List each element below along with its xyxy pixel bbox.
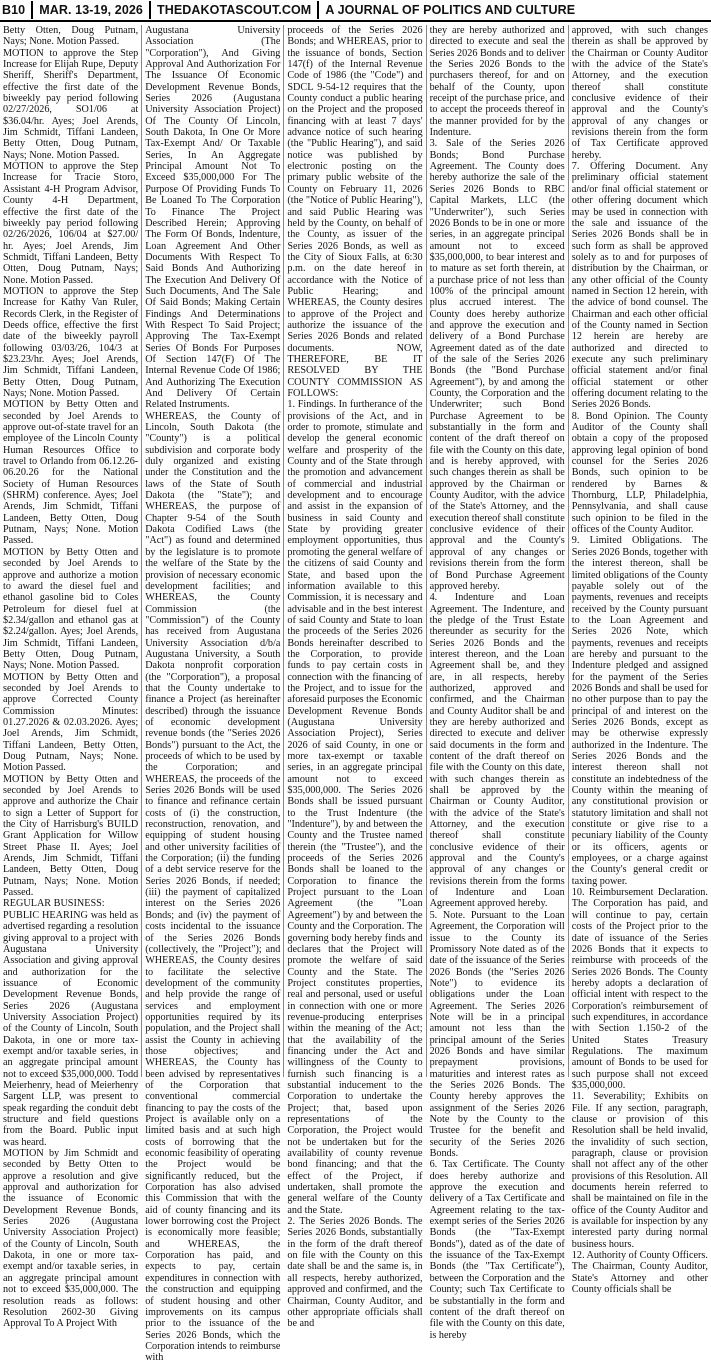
paragraph: WHEREAS, the County of Lincoln, South Dakota (the "County") is a political subdivision and corporate body duly organized and existing under the Constitution and the laws of the State of South Dakota (the "State"); and WHEREAS, the purpose of Chapter 9-54 of the South Dakota Codified Laws (the "Act") as found and determined by the legislature is to promote the welfare of the State by the provision of necessary economic development facilities; and WHEREAS, the County Commission (the "Commission") of the County has received from Augustana University Association d/b/a Augustana University, a South Dakota nonprofit corporation (the "Corporation"), a proposal that the County undertake to finance a Project (as hereinafter described) through the issuance of economic development revenue bonds (the "Series 2026 Bonds") pursuant to the Act, the proceeds of which to be used by the Corporation; and WHEREAS, the proceeds of the Series 2026 Bonds will be used to finance and refinance certain costs of (i) the construction, reconstruction, renovation, and equipping of student housing and other university facilities of the Corporation; (ii) the funding of a debt service reserve for the Series 2026 Bonds, if needed; (iii) the payment of capitalized interest on the Series 2026 Bonds; and (iv) the payment of costs incidental to the issuance of the Series 2026 Bonds (collectively, the "Project"); and WHEREAS, the County desires to facilitate the selective development of the community and help provide the range of services and employment opportunities required by its population, and the Project shall assist the County in achieving those objectives; and WHEREAS, the County has been advised by representatives of the Corporation that conventional commercial financing to pay the costs of the Project is available only on a limited basis and at such high costs of borrowing that the economic feasibility of operating the Project would be significantly reduced, but the Corporation has also advised this Commission that with the aid of county financing and its lower borrowing cost the Project is economically more feasible; and WHEREAS, the Corporation has paid, and expects to pay, certain expenditures in connection with the construction and equipping of student housing and other improvements on its campus prior to the issuance of the Series 2026 Bonds, which the Corporation intends to reimburse with <box>145 410 281 1364</box>
paragraph: PUBLIC HEARING was held as advertised regarding a resolution giving approval to a project with Augustana University Association and giving approval and authorization for the issuance of Economic Development Revenue Bonds, Series 2026 (Augustana University Association Project) of the County of Lincoln, South Dakota, in one or more tax-exempt and/or taxable series, in an aggregate principal amount not to exceed $35,000,000. Todd Meierhenry, head of Meierhenry Sargent LLP, was present to speak regarding the conduit debt structure and field questions from the Board. Public input was heard. <box>3 909 139 1148</box>
column-5 <box>569 25 711 1296</box>
page-number: B10 <box>0 1 33 19</box>
paragraph: 7. Offering Document. Any preliminary official statement and/or final official statement or other offering document which may be used in connection with the sale and issuance of the Series 2026 Bonds shall be in such form as shall be approved solely as to and for purposes of distribution by the Chairman, or any other official of the County named in Section 12 herein, with the advice of bond counsel. The Chairman and each other official of the County named in Section 12 herein are hereby are authorized and directed to execute any such preliminary official statement and/or final official statement or other offering document relating to the Series 2026 Bonds. <box>571 161 708 411</box>
tagline: A JOURNAL OF POLITICS AND CULTURE <box>325 3 576 17</box>
paragraph: MOTION to approve the Step Increase for Elijah Rupe, Deputy Sheriff, Sheriff's Department, effective the first date of the biweekly pay period following 02/27/2026, SO1/06 at $36.04/hr. Ayes; Joel Arends, Jim Schmidt, Tiffani Landeen, Betty Otten, Doug Putnam, Nays; None. Motion Passed. <box>3 47 139 161</box>
column-2 <box>142 25 284 1364</box>
paragraph: MOTION by Betty Otten and seconded by Joel Arends to approve out-of-state travel for an employee of the Lincoln County Human Resources Office to travel to Orlando from 06.12.26-06.20.26 for the National Society of Human Resources (SHRM) conference. Ayes; Joel Arends, Jim Schmidt, Tiffani Landeen, Betty Otten, Doug Putnam, Nays; None. Motion Passed. <box>3 399 139 547</box>
paragraph: MOTION by Betty Otten and seconded by Joel Arends to approve and authorize a motion to award the diesel fuel and ethanol gasoline bid to Coles Petroleum for diesel fuel at $2.34/gallon and ethanol gas at $2.24/gallon. Ayes; Joel Arends, Jim Schmidt, Tiffani Landeen, Betty Otten, Doug Putnam, Nays; None. Motion Passed. <box>3 546 139 672</box>
paragraph: 1. Findings. In furtherance of the provisions of the Act, and in order to promote, stimulate and develop the general economic welfare and prosperity of the County and of the State through the promotion and advancement of commercial and industrial development and to encourage and assist in the expansion of business in said County and State by providing greater employment opportunities, thus promoting the general welfare of the citizens of said County and State, and based upon the information available to this Commission, it is necessary and advisable and in the best interest of said County and State to loan the proceeds of the Series 2026 Bonds hereinafter described to the Corporation, to provide funds to pay certain costs in connection with the financing of the Project, and to issue for the aforesaid purposes the Economic Development Revenue Bonds (Augustana University Association Project), Series 2026 of said County, in one or more tax-exempt or taxable series, in an aggregate principal amount not to exceed $35,000,000. The Series 2026 Bonds shall be issued pursuant to the Trust Indenture (the "Indenture"), by and between the County and the Trustee named therein (the "Trustee"), and the proceeds of the Series 2026 Bonds shall be loaned to the Corporation to finance the Project pursuant to the Loan Agreement (the "Loan Agreement") by and between the County and the Corporation. The governing body hereby finds and declares that the Project will promote the welfare of said County and the State. The Project constitutes properties, real and personal, used or useful in connection with one or more revenue-producing enterprises within the meaning of the Act; that the availability of the financing under the Act and willingness of the County to furnish such financing is a substantial inducement to the Corporation to undertake the Project; that, based upon representations of the Corporation, the Project would not be undertaken but for the availability of county revenue bond financing; and that the effect of the Project, if undertaken, shall promote the general welfare of the County and the State. <box>287 399 423 1216</box>
paragraph: 9. Limited Obligations. The Series 2026 Bonds, together with the interest thereon, shall be limited obligations of the County payable solely out of the payments, revenues and receipts received by the County pursuant to the Loan Agreement and Series 2026 Note, which payments, revenues and receipts are hereby and pursuant to the Indenture pledged and assigned for the payment of the Series 2026 Bonds and shall be used for no other purpose than to pay the principal of and interest on the Series 2026 Bonds, except as may be otherwise expressly authorized in the Indenture. The Series 2026 Bonds and the interest thereon shall not constitute an indebtedness of the County within the meaning of any constitutional provision or statutory limitation and shall not constitute or give rise to a pecuniary liability of the County or its officers, agents or employees, or a charge against the County's general credit or taxing power. <box>571 535 708 887</box>
paragraph: REGULAR BUSINESS: <box>3 898 105 910</box>
column-1 <box>0 25 142 1330</box>
paragraph: 6. Tax Certificate. The County does hereby authorize and approve the execution and delivery of a Tax Certificate and Agreement relating to the tax-exempt series of the Series 2026 Bonds (the "Tax-Exempt Bonds"), dated as of the date of the issuance of the Tax-Exempt Bonds (the "Tax Certificate"), between the Corporation and the County; such Tax Certificate to be substantially in the form and content of the draft thereof on file with the County on this date, is hereby <box>429 1159 565 1341</box>
paragraph: 11. Severability; Exhibits on File. If any section, paragraph, clause or provision of this Resolution shall be held invalid, the invalidity of such section, paragraph, clause or provision shall not affect any of the other provisions of this Resolution. All documents herein referred to shall be maintained on file in the office of the County Auditor and is available for inspection by any interested party during normal business hours. <box>571 1091 708 1250</box>
column-3 <box>284 25 426 1330</box>
paragraph: MOTION by Betty Otten and seconded by Joel Arends to approve and authorize the Chair to sign a Letter of Support for the City of Harrisburg's BUILD Grant Application for Willow Street Phase II. Ayes; Joel Arends, Jim Schmidt, Tiffani Landeen, Betty Otten, Doug Putnam, Nays; None. Motion Passed. <box>3 773 139 899</box>
masthead <box>0 0 711 22</box>
article-columns <box>0 25 711 1364</box>
paragraph: MOTION to approve the Step Increase for Tracie Storo, Assistant 4-H Program Advisor, County 4-H Department, effective the first date of the biweekly pay period following 02/26/2026, 106/04 at $27.00/ hr. Ayes; Joel Arends, Jim Schmidt, Tiffani Landeen, Betty Otten, Doug Putnam, Nays; None. Motion Passed. <box>3 161 139 286</box>
paragraph: 8. Bond Opinion. The County Auditor of the County shall obtain a copy of the proposed approving legal opinion of bond counsel for the Series 2026 Bonds, such opinion to be rendered by Barnes & Thornburg, LLP, Philadelphia, Pennsylvania, and shall cause such opinion to be filed in the offices of the County Auditor. <box>571 410 708 536</box>
paragraph: approved, with such changes therein as shall be approved by the Chairman or County Auditor with the advice of the State's Attorney, and the execution thereof shall constitute conclusive evidence of their approval and the County's approval of any changes or revisions therein from the form of Tax Certificate approved hereby. <box>571 25 708 161</box>
paragraph: 2. The Series 2026 Bonds. The Series 2026 Bonds, substantially in the form of the draft thereof on file with the County on this date shall be and the same is, in all respects, hereby authorized, approved and confirmed, and the Chairman, County Auditor, and other appropriate officials shall be and <box>287 1216 423 1330</box>
paragraph: 12. Authority of County Officers. The Chairman, County Auditor, State's Attorney and other County officials shall be <box>571 1250 708 1296</box>
paragraph: 5. Note. Pursuant to the Loan Agreement, the Corporation will issue to the County its Promissory Note dated as of the date of the issuance of the Series 2026 Bonds (the "Series 2026 Note") to evidence its obligations under the Loan Agreement. The Series 2026 Note will be in a principal amount not less than the principal amount of the Series 2026 Bonds and have similar prepayment provisions, maturities and interest rates as the Series 2026 Bonds. The County hereby approves the assignment of the Series 2026 Note by the County to the Trustee for the benefit and security of the Series 2026 Bonds. <box>429 909 565 1160</box>
column-4 <box>427 25 569 1341</box>
paragraph: 4. Indenture and Loan Agreement. The Indenture, and the pledge of the Trust Estate thereunder as security for the Series 2026 Bonds and the interest thereon, and the Loan Agreement shall be, and they are, in all respects, hereby authorized, approved and confirmed, and the Chairman and County Auditor shall be and they are hereby authorized and directed to execute and deliver said documents in the form and content of the draft thereof on file with the County on this date, with such changes therein as shall be approved by the Chairman or County Auditor, with the advice of the State's Attorney, and the execution thereof shall constitute conclusive evidence of their approval and the County's approval of any changes or revisions therein from the forms of Indenture and Loan Agreement approved hereby. <box>429 592 565 910</box>
paragraph: MOTION to approve the Step Increase for Kathy Van Ruler, Records Clerk, in the Register of Deeds office, effective the first date of the biweekly payroll following 03/03/26, 104/3 at $23.23/hr. Ayes; Joel Arends, Jim Schmidt, Tiffani Landeen, Betty Otten, Doug Putnam, Nays; None. Motion Passed. <box>3 285 139 399</box>
paragraph: 3. Sale of the Series 2026 Bonds; Bond Purchase Agreement. The County does hereby authorize the sale of the Series 2026 Bonds to RBC Capital Markets, LLC (the "Underwriter"), such Series 2026 Bonds to be in one or more series, in an aggregate principal amount not to exceed $35,000,000, to bear interest and to mature as set forth therein, at a purchase price of not less than 100% of the principal amount plus accrued interest. The County does hereby authorize and approve the execution and delivery of a Bond Purchase Agreement dated as of the date of the sale of the Series 2026 Bonds (the "Bond Purchase Agreement"), by and among the County, the Corporation and the Underwriter; such Bond Purchase Agreement to be substantially in the form and content of the draft thereof on file with the County on this date, and is hereby approved, with such changes therein as shall be approved by the Chairman or County Auditor, with the advice of the State's Attorney, and the execution thereof shall constitute conclusive evidence of their approval and the County's approval of any changes or revisions therein from the form of Bond Purchase Agreement approved hereby. <box>429 138 565 592</box>
paragraph: Betty Otten, Doug Putnam, Nays; None. Motion Passed. <box>3 25 139 48</box>
issue-date: MAR. 13-19, 2026 <box>33 1 151 19</box>
paragraph: they are hereby authorized and directed to execute and seal the Series 2026 Bonds and to deliver the Series 2026 Bonds to the purchasers thereof, for and on behalf of the County, upon receipt of the purchase price, and to accept the proceeds thereof in the manner provided for by the Indenture. <box>429 25 565 139</box>
paragraph: MOTION by Jim Schmidt and seconded by Betty Otten to approve a resolution and give approval and authorization for the issuance of Economic Development Revenue Bonds, Series 2026 (Augustana University Association Project) of the County of Lincoln, South Dakota, in one or more tax-exempt and/or taxable series, in an aggregate principal amount not to exceed $35,000,000. The resolution reads as follows: Resolution 2602-30 Giving Approval To A Project With <box>3 1148 139 1330</box>
paragraph: Augustana University Association (The "Corporation"), And Giving Approval And Authorization For The Issuance Of Economic Development Revenue Bonds, Series 2026 (Augustana University Association Project) Of The County Of Lincoln, South Dakota, In One Or More Tax-Exempt And/ Or Taxable Series, In An Aggregate Principal Amount Not To Exceed $35,000,000 For The Purpose Of Providing Funds To Be Loaned To The Corporation To Finance The Project Described Herein; Approving The Form Of Bonds, Indenture, Loan Agreement And Other Documents With Respect To Said Bonds And Authorizing The Execution And Delivery Of Such Documents, And The Sale Of Said Bonds; Making Certain Findings And Determinations With Respect To Said Project; Approving The Tax-Exempt Series Of Bonds For Purposes Of Section 147(F) Of The Internal Revenue Code Of 1986; And Authorizing The Execution And Delivery Of Certain Related Instruments. <box>145 25 281 411</box>
paragraph: proceeds of the Series 2026 Bonds; and WHEREAS, prior to the issuance of bonds, Section 147(f) of the Internal Revenue Code of 1986 (the "Code") and SDCL 9-54-12 requires that the County conduct a public hearing on the Project and the proposed financing with at least 7 days' advance notice of such hearing (the "Public Hearing"), and said notice was published by electronic posting on the primary public website of the County on February 11, 2026 (the "Notice of Public Hearing"), and said Public Hearing was held by the County, on behalf of the County, as issuer of the Series 2026 Bonds, as well as the City of Sioux Falls, at 6:30 p.m. on the date hereof in accordance with the Notice of Public Hearing; and WHEREAS, the County desires to approve of the Project and authorize the issuance of the Series 2026 Bonds and related documents. NOW, THEREFORE, BE IT RESOLVED BY THE COUNTY COMMISSION AS FOLLOWS: <box>287 25 423 399</box>
paragraph: MOTION by Betty Otten and seconded by Joel Arends to approve Corrected County Commission Minutes: 01.27.2026 & 02.03.2026. Ayes; Joel Arends, Jim Schmidt, Tiffani Landeen, Betty Otten, Doug Putnam, Nays; None. Motion Passed. <box>3 671 139 774</box>
paragraph: 10. Reimbursement Declaration. The Corporation has paid, and will continue to pay, certain costs of the Project prior to the date of issuance of the Series 2026 Bonds that it expects to reimburse with proceeds of the Series 2026 Bonds. The County hereby adopts a declaration of official intent with respect to the Corporation's reimbursement of such expenditures, in accordance with Section 1.150-2 of the United States Treasury Regulations. The maximum amount of Bonds to be used for such purpose shall not exceed $35,000,000. <box>571 887 708 1091</box>
site-name: THEDAKOTASCOUT.COM <box>151 1 319 19</box>
